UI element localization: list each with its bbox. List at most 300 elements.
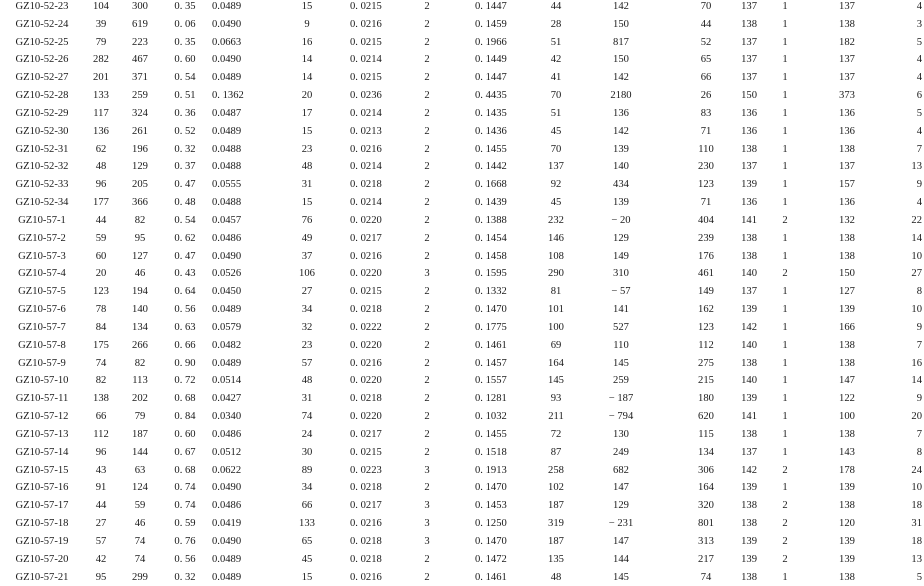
table-cell: 45 — [535, 194, 577, 212]
table-cell: 106 — [292, 265, 322, 283]
table-cell: 2 — [412, 390, 442, 408]
table-cell: 49 — [292, 230, 322, 248]
table-cell: 0.0663 — [212, 34, 264, 52]
table-cell: 0. 0218 — [350, 176, 400, 194]
table-cell: 143 — [832, 444, 862, 462]
table-cell: 2 — [772, 212, 798, 230]
table-cell: 2 — [412, 283, 442, 301]
table-cell: 39 — [80, 16, 122, 34]
table-cell: 138 — [725, 426, 757, 444]
table-cell: 0. 35 — [162, 0, 208, 16]
table-cell: 101 — [535, 301, 577, 319]
table-cell: 1 — [772, 355, 798, 373]
table-cell: 176 — [690, 248, 722, 266]
table-cell: 57 — [80, 533, 122, 551]
table-cell: 48 — [292, 372, 322, 390]
table-cell: 0. 0215 — [350, 0, 400, 16]
table-cell: 70 — [690, 0, 722, 16]
table-cell: 82 — [118, 212, 162, 230]
table-cell: 0. 1461 — [475, 337, 525, 355]
table-cell: 2 — [412, 69, 442, 87]
table-cell: 2 — [412, 355, 442, 373]
table-cell: 0. 0215 — [350, 69, 400, 87]
table-cell: 166 — [832, 319, 862, 337]
table-cell: 138 — [832, 16, 862, 34]
table-cell: 145 — [600, 569, 642, 586]
table-cell: 7 — [880, 141, 922, 159]
table-cell: 4 — [880, 69, 922, 87]
table-cell: 138 — [725, 497, 757, 515]
table-cell: − 20 — [600, 212, 642, 230]
table-cell: 95 — [80, 569, 122, 586]
table-cell: 177 — [80, 194, 122, 212]
table-cell: 230 — [690, 158, 722, 176]
table-cell: 15 — [292, 569, 322, 586]
table-cell: 137 — [832, 0, 862, 16]
table-cell: 0. 0215 — [350, 34, 400, 52]
sample-id-cell: GZ10-52-24 — [6, 16, 78, 34]
table-cell: 138 — [832, 248, 862, 266]
table-cell: 2 — [772, 533, 798, 551]
table-cell: 0. 90 — [162, 355, 208, 373]
table-cell: 0. 0218 — [350, 390, 400, 408]
table-cell: 4 — [880, 194, 922, 212]
table-cell: 24 — [880, 462, 922, 480]
table-cell: 117 — [80, 105, 122, 123]
table-cell: 0. 66 — [162, 337, 208, 355]
table-cell: 139 — [600, 194, 642, 212]
table-cell: 37 — [292, 248, 322, 266]
table-cell: 0.0457 — [212, 212, 264, 230]
table-cell: 2 — [412, 372, 442, 390]
table-cell: 0. 1454 — [475, 230, 525, 248]
table-cell: 0. 1447 — [475, 0, 525, 16]
table-cell: 2 — [412, 87, 442, 105]
table-cell: 136 — [725, 194, 757, 212]
table-cell: 147 — [600, 479, 642, 497]
table-cell: 18 — [880, 533, 922, 551]
sample-id-cell: GZ10-57-5 — [6, 283, 78, 301]
table-cell: 69 — [535, 337, 577, 355]
table-cell: 0. 84 — [162, 408, 208, 426]
table-cell: 0. 1459 — [475, 16, 525, 34]
table-cell: 2 — [412, 551, 442, 569]
table-cell: 0.0555 — [212, 176, 264, 194]
table-cell: 2 — [412, 248, 442, 266]
table-cell: 1 — [772, 69, 798, 87]
sample-id-cell: GZ10-57-18 — [6, 515, 78, 533]
table-cell: 366 — [118, 194, 162, 212]
sample-id-cell: GZ10-57-14 — [6, 444, 78, 462]
table-cell: 0. 0215 — [350, 444, 400, 462]
table-cell: 1 — [772, 479, 798, 497]
table-cell: 70 — [535, 87, 577, 105]
table-cell: 150 — [600, 16, 642, 34]
table-cell: 1 — [772, 283, 798, 301]
table-cell: 164 — [535, 355, 577, 373]
table-cell: 0.0489 — [212, 569, 264, 586]
table-cell: 62 — [80, 141, 122, 159]
table-cell: 619 — [118, 16, 162, 34]
table-cell: 134 — [690, 444, 722, 462]
table-cell: 223 — [118, 34, 162, 52]
sample-id-cell: GZ10-52-26 — [6, 51, 78, 69]
table-cell: 89 — [292, 462, 322, 480]
table-cell: 45 — [535, 123, 577, 141]
table-cell: 140 — [600, 158, 642, 176]
table-cell: 0.0486 — [212, 230, 264, 248]
table-cell: 141 — [725, 212, 757, 230]
table-cell: 201 — [80, 69, 122, 87]
table-cell: 147 — [832, 372, 862, 390]
table-cell: 15 — [292, 123, 322, 141]
table-row — [0, 390, 924, 408]
table-cell: 57 — [292, 355, 322, 373]
sample-id-cell: GZ10-52-32 — [6, 158, 78, 176]
table-cell: 123 — [690, 176, 722, 194]
table-cell: 2 — [772, 265, 798, 283]
sample-id-cell: GZ10-57-8 — [6, 337, 78, 355]
table-cell: 138 — [725, 355, 757, 373]
table-row — [0, 0, 924, 16]
table-cell: 2 — [412, 319, 442, 337]
table-cell: 0. 52 — [162, 123, 208, 141]
table-cell: 0. 43 — [162, 265, 208, 283]
table-cell: 142 — [600, 69, 642, 87]
table-cell: 140 — [725, 372, 757, 390]
sample-id-cell: GZ10-57-19 — [6, 533, 78, 551]
table-cell: 0. 0218 — [350, 301, 400, 319]
table-cell: 81 — [535, 283, 577, 301]
table-cell: 17 — [292, 105, 322, 123]
table-cell: 217 — [690, 551, 722, 569]
table-cell: 0. 59 — [162, 515, 208, 533]
table-cell: 74 — [292, 408, 322, 426]
table-row — [0, 123, 924, 141]
table-cell: 0. 0217 — [350, 426, 400, 444]
table-cell: 373 — [832, 87, 862, 105]
table-cell: 71 — [690, 194, 722, 212]
table-cell: 136 — [832, 105, 862, 123]
table-cell: 0. 0220 — [350, 372, 400, 390]
table-cell: 20 — [80, 265, 122, 283]
table-row — [0, 87, 924, 105]
table-cell: 0.0450 — [212, 283, 264, 301]
table-cell: 0. 1470 — [475, 301, 525, 319]
table-cell: 1 — [772, 16, 798, 34]
table-cell: 202 — [118, 390, 162, 408]
table-cell: 63 — [118, 462, 162, 480]
table-cell: 135 — [535, 551, 577, 569]
table-row — [0, 69, 924, 87]
table-row — [0, 176, 924, 194]
table-cell: 0. 0220 — [350, 265, 400, 283]
table-cell: 141 — [600, 301, 642, 319]
table-cell: 205 — [118, 176, 162, 194]
table-cell: 124 — [118, 479, 162, 497]
table-cell: 0. 0216 — [350, 141, 400, 159]
table-cell: 0. 1281 — [475, 390, 525, 408]
table-cell: 30 — [292, 444, 322, 462]
table-cell: 1 — [772, 176, 798, 194]
table-cell: 138 — [832, 337, 862, 355]
table-cell: 1 — [772, 34, 798, 52]
table-cell: 299 — [118, 569, 162, 586]
table-cell: 0. 1453 — [475, 497, 525, 515]
table-cell: 44 — [80, 497, 122, 515]
table-cell: 0. 0222 — [350, 319, 400, 337]
table-cell: 139 — [832, 533, 862, 551]
table-cell: 0. 1470 — [475, 533, 525, 551]
table-cell: 0. 0218 — [350, 479, 400, 497]
table-cell: 74 — [80, 355, 122, 373]
table-cell: 0. 62 — [162, 230, 208, 248]
table-cell: 139 — [725, 390, 757, 408]
table-cell: 66 — [80, 408, 122, 426]
table-cell: 2 — [412, 34, 442, 52]
table-cell: 2180 — [600, 87, 642, 105]
table-cell: 96 — [80, 444, 122, 462]
table-cell: 0. 1461 — [475, 569, 525, 586]
table-cell: 52 — [690, 34, 722, 52]
sample-id-cell: GZ10-57-10 — [6, 372, 78, 390]
sample-id-cell: GZ10-57-1 — [6, 212, 78, 230]
table-cell: 2 — [412, 230, 442, 248]
table-cell: 5 — [880, 34, 922, 52]
table-cell: 15 — [292, 0, 322, 16]
table-cell: 20 — [880, 408, 922, 426]
table-cell: 801 — [690, 515, 722, 533]
table-cell: 1 — [772, 0, 798, 16]
table-cell: 0.0486 — [212, 426, 264, 444]
table-cell: 0. 1436 — [475, 123, 525, 141]
table-cell: 0. 1455 — [475, 426, 525, 444]
table-cell: 136 — [725, 105, 757, 123]
table-cell: 138 — [725, 16, 757, 34]
table-cell: 138 — [80, 390, 122, 408]
table-cell: 0. 67 — [162, 444, 208, 462]
table-cell: 0. 1557 — [475, 372, 525, 390]
table-cell: 0.0490 — [212, 479, 264, 497]
table-row — [0, 301, 924, 319]
table-cell: 1 — [772, 141, 798, 159]
table-cell: 467 — [118, 51, 162, 69]
table-cell: 0. 54 — [162, 69, 208, 87]
table-cell: 0. 1457 — [475, 355, 525, 373]
table-cell: 0.0490 — [212, 248, 264, 266]
table-cell: 2 — [412, 337, 442, 355]
table-cell: 2 — [412, 141, 442, 159]
table-cell: 0. 0217 — [350, 230, 400, 248]
table-cell: 2 — [412, 51, 442, 69]
table-cell: 46 — [118, 515, 162, 533]
table-cell: 1 — [772, 426, 798, 444]
table-row — [0, 105, 924, 123]
table-cell: 137 — [725, 51, 757, 69]
table-cell: 2 — [412, 176, 442, 194]
sample-id-cell: GZ10-52-29 — [6, 105, 78, 123]
table-cell: 0. 51 — [162, 87, 208, 105]
table-cell: 275 — [690, 355, 722, 373]
table-cell: 0. 4435 — [475, 87, 525, 105]
sample-id-cell: GZ10-52-23 — [6, 0, 78, 16]
table-cell: 139 — [725, 479, 757, 497]
table-cell: 0.0490 — [212, 16, 264, 34]
table-cell: 187 — [535, 497, 577, 515]
sample-id-cell: GZ10-57-12 — [6, 408, 78, 426]
table-cell: 149 — [600, 248, 642, 266]
table-cell: 0. 1032 — [475, 408, 525, 426]
table-cell: 3 — [412, 497, 442, 515]
table-cell: 2 — [412, 158, 442, 176]
table-cell: 0. 68 — [162, 462, 208, 480]
table-cell: 96 — [80, 176, 122, 194]
table-cell: 138 — [725, 230, 757, 248]
table-cell: 0. 47 — [162, 248, 208, 266]
table-cell: 3 — [880, 16, 922, 34]
table-cell: 72 — [535, 426, 577, 444]
table-cell: 0. 74 — [162, 497, 208, 515]
table-cell: 142 — [725, 319, 757, 337]
table-cell: 0. 0216 — [350, 515, 400, 533]
table-cell: 10 — [880, 248, 922, 266]
table-cell: 76 — [292, 212, 322, 230]
table-cell: 157 — [832, 176, 862, 194]
table-cell: 140 — [725, 265, 757, 283]
table-cell: 13 — [880, 551, 922, 569]
sample-id-cell: GZ10-52-30 — [6, 123, 78, 141]
table-cell: 127 — [118, 248, 162, 266]
table-cell: 0.0487 — [212, 105, 264, 123]
table-cell: 0. 68 — [162, 390, 208, 408]
table-cell: 91 — [80, 479, 122, 497]
table-row — [0, 212, 924, 230]
table-cell: 0.0514 — [212, 372, 264, 390]
table-cell: 144 — [600, 551, 642, 569]
table-cell: 0. 0214 — [350, 194, 400, 212]
table-cell: 104 — [80, 0, 122, 16]
table-cell: 461 — [690, 265, 722, 283]
table-cell: 1 — [772, 158, 798, 176]
table-cell: 0. 0214 — [350, 105, 400, 123]
table-row — [0, 355, 924, 373]
table-cell: 1 — [772, 408, 798, 426]
table-cell: 93 — [535, 390, 577, 408]
table-cell: 28 — [535, 16, 577, 34]
table-cell: 150 — [725, 87, 757, 105]
table-cell: 259 — [600, 372, 642, 390]
table-cell: 0. 1472 — [475, 551, 525, 569]
table-cell: 0.0489 — [212, 123, 264, 141]
table-cell: 371 — [118, 69, 162, 87]
table-cell: 0. 1470 — [475, 479, 525, 497]
table-cell: 48 — [80, 158, 122, 176]
table-cell: 65 — [292, 533, 322, 551]
table-row — [0, 479, 924, 497]
table-row — [0, 141, 924, 159]
table-cell: 14 — [880, 230, 922, 248]
table-cell: 0.0488 — [212, 194, 264, 212]
sample-id-cell: GZ10-57-21 — [6, 569, 78, 586]
table-row — [0, 444, 924, 462]
table-cell: 0. 1435 — [475, 105, 525, 123]
table-cell: 136 — [80, 123, 122, 141]
table-cell: 0. 0236 — [350, 87, 400, 105]
table-cell: 0. 54 — [162, 212, 208, 230]
table-row — [0, 497, 924, 515]
table-cell: 2 — [772, 462, 798, 480]
table-row — [0, 551, 924, 569]
table-cell: 8 — [880, 444, 922, 462]
sample-id-cell: GZ10-57-20 — [6, 551, 78, 569]
table-cell: 142 — [600, 123, 642, 141]
table-cell: 0. 0214 — [350, 158, 400, 176]
table-cell: 139 — [725, 533, 757, 551]
table-cell: 1 — [772, 301, 798, 319]
table-cell: 404 — [690, 212, 722, 230]
table-cell: 9 — [880, 176, 922, 194]
table-cell: 1 — [772, 337, 798, 355]
table-cell: 1 — [772, 390, 798, 408]
table-cell: 2 — [772, 551, 798, 569]
table-cell: 0.0427 — [212, 390, 264, 408]
table-cell: 178 — [832, 462, 862, 480]
table-cell: 15 — [292, 194, 322, 212]
table-cell: 0. 1388 — [475, 212, 525, 230]
table-cell: 2 — [772, 515, 798, 533]
table-cell: 149 — [690, 283, 722, 301]
table-cell: 1 — [772, 51, 798, 69]
table-cell: 27 — [292, 283, 322, 301]
table-cell: 42 — [80, 551, 122, 569]
table-cell: 59 — [118, 497, 162, 515]
table-cell: 129 — [600, 230, 642, 248]
table-cell: 74 — [118, 533, 162, 551]
sample-id-cell: GZ10-52-34 — [6, 194, 78, 212]
table-cell: 138 — [832, 141, 862, 159]
table-cell: 3 — [412, 462, 442, 480]
table-cell: 136 — [832, 123, 862, 141]
table-cell: 2 — [412, 194, 442, 212]
table-cell: 14 — [880, 372, 922, 390]
table-cell: 138 — [725, 569, 757, 586]
table-cell: 10 — [880, 301, 922, 319]
table-cell: 51 — [535, 34, 577, 52]
table-cell: 60 — [80, 248, 122, 266]
table-cell: 0. 1442 — [475, 158, 525, 176]
table-cell: 27 — [80, 515, 122, 533]
table-cell: 2 — [772, 497, 798, 515]
table-cell: 0. 0220 — [350, 212, 400, 230]
table-cell: 0. 0216 — [350, 355, 400, 373]
table-cell: 0.0526 — [212, 265, 264, 283]
table-cell: 51 — [535, 105, 577, 123]
table-cell: 0. 1966 — [475, 34, 525, 52]
sample-id-cell: GZ10-57-16 — [6, 479, 78, 497]
table-cell: 2 — [412, 426, 442, 444]
table-cell: 133 — [80, 87, 122, 105]
table-cell: 2 — [412, 569, 442, 586]
table-cell: 110 — [600, 337, 642, 355]
table-cell: 16 — [880, 355, 922, 373]
table-cell: 112 — [80, 426, 122, 444]
table-cell: 1 — [772, 87, 798, 105]
table-cell: 138 — [725, 141, 757, 159]
table-cell: 34 — [292, 479, 322, 497]
table-row — [0, 337, 924, 355]
table-cell: 319 — [535, 515, 577, 533]
table-cell: 100 — [832, 408, 862, 426]
